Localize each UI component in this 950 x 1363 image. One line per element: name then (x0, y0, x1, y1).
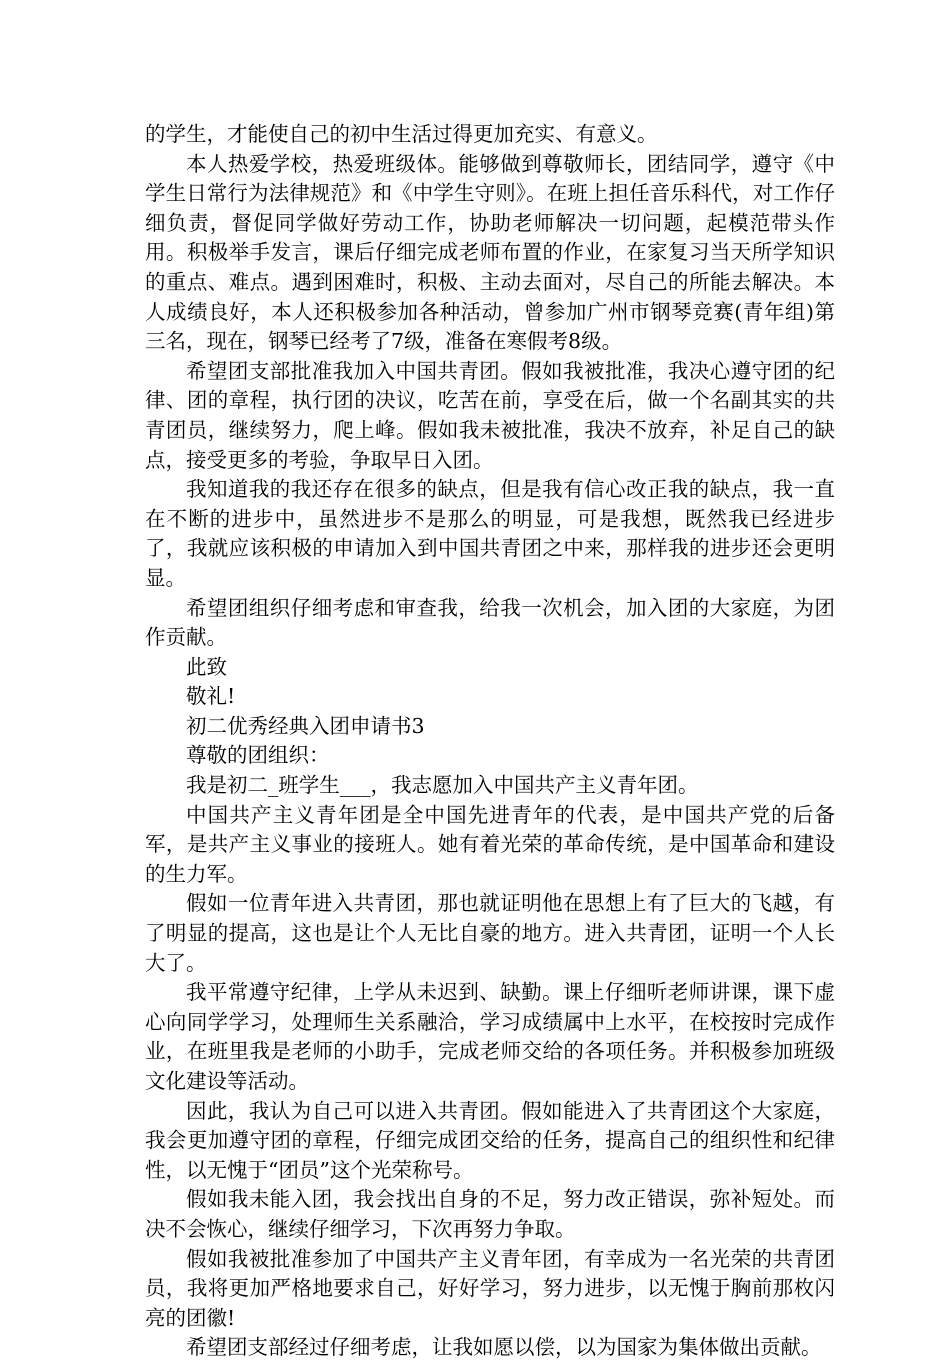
paragraph-12: 假如一位青年进入共青团，那也就证明他在思想上有了巨大的飞越，有了明显的提高，这也是让个人无比自豪的地方。进入共青团，证明一个人长大了。 (145, 891, 835, 975)
paragraph-4: 我知道我的我还存在很多的缺点，但是我有信心改正我的缺点，我一直在不断的进步中，虽然进步不是那么的明显，可是我想，既然我已经进步了，我就应该积极的申请加入到中国共青团之中来，那样我的进步还会更明显。 (145, 477, 835, 590)
paragraph-11: 中国共产主义青年团是全中国先进青年的代表，是中国共产党的后备军，是共产主义事业的接班人。她有着光荣的革命传统，是中国革命和建设的生力军。 (145, 802, 835, 886)
paragraph-13: 我平常遵守纪律，上学从未迟到、缺勤。课上仔细听老师讲课，课下虚心向同学学习，处理师生关系融洽，学习成绩属中上水平，在校按时完成作业，在班里我是老师的小助手，完成老师交给的各项任务。并积极参加班级文化建设等活动。 (145, 980, 835, 1093)
paragraph-2: 本人热爱学校，热爱班级体。能够做到尊敬师长，团结同学，遵守《中学生日常行为法律规范》和《中学生守则》。在班上担任音乐科代，对工作仔细负责，督促同学做好劳动工作，协助老师解决一切问题，起模范带头作用。积极举手发言，课后仔细完成老师布置的作业，在家复习当天所学知识的重点、难点。遇到困难时，积极、主动去面对，尽自己的所能去解决。本人成绩良好，本人还积极参加各种活动，曾参加广州市钢琴竞赛(青年组)第三名，现在，钢琴已经考了7级，准备在寒假考8级。 (145, 151, 835, 354)
letter-greeting: 尊敬的团组织： (186, 743, 330, 768)
paragraph-14: 因此，我认为自己可以进入共青团。假如能进入了共青团这个大家庭，我会更加遵守团的章程，仔细完成团交给的任务，提高自己的组织性和纪律性，以无愧于“团员”这个光荣称号。 (145, 1098, 835, 1182)
closing-regards: 敬礼! (186, 684, 236, 709)
paragraph-16: 假如我被批准参加了中国共产主义青年团，有幸成为一名光荣的共青团员，我将更加严格地要求自己，好好学习，努力进步，以无愧于胸前那枚闪亮的团徽! (145, 1246, 835, 1330)
letter-intro: 我是初二_班学生___，我志愿加入中国共产主义青年团。 (186, 773, 699, 798)
paragraph-1: 的学生，才能使自己的初中生活过得更加充实、有意义。 (145, 122, 658, 146)
document-body (145, 120, 835, 1363)
closing-salutation: 此致 (186, 654, 227, 679)
paragraph-15: 假如我未能入团，我会找出自身的不足，努力改正错误，弥补短处。而决不会恢心，继续仔细学习，下次再努力争取。 (145, 1187, 835, 1241)
section-title: 初二优秀经典入团申请书3 (186, 713, 425, 738)
paragraph-3: 希望团支部批准我加入中国共青团。假如我被批准，我决心遵守团的纪律、团的章程，执行团的决议，吃苦在前，享受在后，做一个名副其实的共青团员，继续努力，爬上峰。假如我未被批准，我决不放弃，补足自己的缺点，接受更多的考验，争取早日入团。 (145, 358, 835, 472)
paragraph-17: 希望团支部经过仔细考虑，让我如愿以偿，以为国家为集体做出贡献。 (186, 1335, 822, 1360)
paragraph-5: 希望团组织仔细考虑和审查我，给我一次机会，加入团的大家庭，为团作贡献。 (145, 595, 835, 650)
